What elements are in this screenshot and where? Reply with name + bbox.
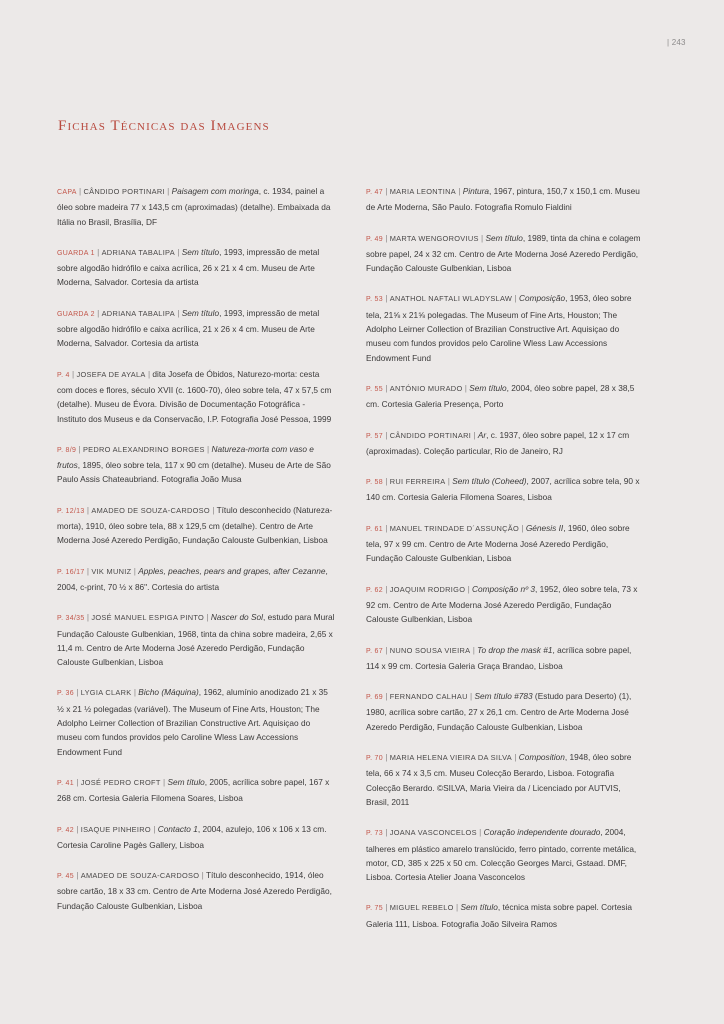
artist-name: MARTA WENGOROVIUS: [389, 233, 479, 243]
caption-ref: P. 61: [366, 525, 383, 533]
artwork-details: , 1948, óleo sobre tela, 66 x 74 x 3,5 cm. Museu Colecção Berardo, Lisboa. Fotografia Colecção Berardo. ©SILVA, Maria Vieira da / Licenciado por AUTVIS, Brasil, 2011: [366, 752, 632, 807]
artwork-title: Natureza-morta com vaso e frutos: [57, 443, 314, 471]
caption-ref: P. 70: [366, 755, 383, 763]
caption-ref: P. 58: [366, 479, 383, 487]
separator: |: [204, 443, 212, 454]
separator: |: [382, 691, 390, 702]
artist-name: AMADEO DE SOUZA-CARDOSO: [80, 871, 200, 881]
caption-entry: [57, 184, 335, 229]
page-number: | 243: [667, 38, 686, 47]
artwork-details: dita Josefa de Óbidos, Naturezo-morta: cesta com doces e flores, século XVII (c. 1600-70), óleo sobre tela, 47 x 57,5 cm (detalhe). Museu de Évora. Divisão de Documentação Fotográfica - Instituto dos Museus e da Conservacão, I.P. Fotografia José Pessoa, 1999: [57, 368, 332, 424]
artwork-title: Bicho (Máquina): [138, 687, 199, 698]
caption-entry: [366, 643, 644, 674]
artist-name: PEDRO ALEXANDRINO BORGES: [82, 444, 205, 454]
separator: |: [174, 246, 182, 257]
separator: |: [145, 368, 153, 379]
artwork-title: Sem título: [181, 307, 220, 318]
artwork-title: Composição nº 3: [472, 583, 536, 594]
artwork-details: (Estudo para Deserto) (1), 1980, acrílica sobre cartão, 27 x 26,1 cm. Centro de Arte Moderna José Azeredo Perdigão, Fundação Calouste Gulbenkian, Lisboa: [366, 691, 632, 732]
artwork-title: Sem título: [460, 902, 498, 913]
artwork-details: , 2004, talheres em plástico amarelo translúcido, ferro pintado, corrente metálica, motor, CD, 385 x 225 x 50 cm. Colecção Georges Marci, Gstaad. DMF, Lisboa. Cortesia Atelier Joana Vasconcelos: [366, 827, 637, 883]
artist-name: CÂNDIDO PORTINARI: [83, 187, 165, 196]
caption-entry: [366, 428, 644, 459]
separator: |: [453, 902, 461, 913]
separator: |: [467, 691, 475, 702]
caption-ref: P. 12/13: [57, 507, 85, 515]
right-column: [366, 184, 644, 947]
artwork-title: Apples, peaches, pears and grapes, after Cezanne: [138, 565, 326, 576]
artist-name: MARIA LEONTINA: [389, 187, 456, 196]
separator: |: [382, 293, 390, 304]
artwork-details: , 2004, óleo sobre papel, 28 x 38,5 cm. Cortesia Galeria Presença, Porto: [366, 382, 635, 410]
separator: |: [445, 476, 453, 487]
artist-name: CÂNDIDO PORTINARI: [389, 430, 472, 440]
separator: |: [174, 307, 182, 318]
artwork-details: , 1993, impressão de metal sobre algodão hidrófilo e caixa acrílica, 21 x 26 x 4 cm. Museu de Arte Moderna, Salvador. Cortesia da artista: [57, 307, 320, 349]
caption-entry: [366, 900, 644, 931]
artist-name: JOSÉ MANUEL ESPIGA PINTO: [91, 613, 205, 623]
artist-name: AMADEO DE SOUZA-CARDOSO: [91, 505, 210, 515]
separator: |: [382, 902, 390, 913]
caption-entry: [57, 610, 335, 669]
artist-name: ADRIANA TABALIPA: [101, 247, 175, 257]
caption-ref: P. 4: [57, 371, 70, 379]
artist-name: VIK MUNIZ: [91, 566, 132, 576]
artwork-details: , 2005, acrílica sobre papel, 167 x 268 cm. Cortesia Galeria Filomena Soares, Lisboa: [57, 776, 330, 804]
separator: |: [164, 186, 172, 196]
separator: |: [150, 823, 158, 834]
separator: |: [471, 429, 478, 440]
separator: |: [84, 612, 92, 623]
artist-name: ISAQUE PINHEIRO: [80, 824, 151, 834]
artwork-details: , 2004, c-print, 70 ½ x 86". Cortesia do artista: [57, 565, 328, 592]
artwork-details: Título desconhecido (Natureza-morta), 1910, óleo sobre tela, 88 x 129,5 cm (detalhe). Centro de Arte Moderna José Azeredo Perdigão, Fundação Calouste Gulbenkian, Lisboa: [57, 504, 333, 546]
artist-name: JOAQUIM RODRIGO: [389, 584, 466, 594]
separator: |: [519, 522, 526, 533]
separator: |: [382, 186, 390, 196]
separator: |: [69, 368, 77, 379]
caption-entry: [57, 442, 335, 487]
caption-entry: [57, 564, 335, 595]
caption-entry: [366, 521, 644, 566]
caption-entry: [366, 825, 644, 884]
caption-ref: P. 55: [366, 385, 383, 393]
artwork-title: Génesis II: [525, 522, 564, 533]
separator: |: [470, 644, 478, 655]
artwork-title: Composition: [518, 752, 565, 763]
caption-entry: [366, 582, 644, 627]
artist-name: ANATHOL NAFTALI WLADYSLAW: [389, 294, 513, 304]
separator: |: [462, 382, 470, 393]
separator: |: [382, 583, 390, 594]
separator: |: [199, 870, 206, 881]
caption-entry: [366, 381, 644, 412]
separator: |: [73, 823, 81, 834]
separator: |: [478, 232, 486, 243]
separator: |: [84, 565, 92, 576]
artwork-details: , c. 1934, painel a óleo sobre madeira 77 x 143,5 cm (aproximadas) (detalhe). Embaixada da Itália no Brasil, Brasília, DF: [57, 186, 331, 227]
caption-entry: [57, 503, 335, 548]
caption-ref: P. 42: [57, 826, 74, 834]
separator: |: [382, 476, 390, 487]
separator: |: [382, 382, 390, 393]
caption-ref: P. 16/17: [57, 568, 85, 576]
artwork-title: Nascer do Sol: [210, 612, 263, 623]
artwork-title: Coração independente dourado: [483, 827, 601, 838]
artwork-details: , 2004, azulejo, 106 x 106 x 13 cm. Cortesia Caroline Pagès Gallery, Lisboa: [57, 823, 327, 850]
caption-ref: GUARDA 2: [57, 310, 95, 318]
separator: |: [455, 186, 463, 196]
caption-entry: [366, 689, 644, 734]
artwork-title: Sem título #783: [474, 691, 533, 702]
caption-entry: [366, 474, 644, 505]
caption-ref: CAPA: [57, 189, 77, 196]
separator: |: [73, 776, 81, 787]
caption-ref: P. 49: [366, 235, 383, 243]
caption-ref: P. 75: [366, 905, 383, 913]
artwork-details: , 1952, óleo sobre tela, 73 x 92 cm. Centro de Arte Moderna José Azeredo Perdigão, Fundação Calouste Gulbenkian, Lisboa: [366, 583, 638, 625]
separator: |: [382, 644, 390, 655]
caption-entry: [366, 184, 644, 215]
artist-name: LYGIA CLARK: [80, 688, 132, 698]
caption-entry: [57, 306, 335, 351]
separator: |: [73, 687, 81, 698]
caption-entry: [366, 231, 644, 276]
separator: |: [382, 429, 390, 440]
artist-name: JOSÉ PEDRO CROFT: [80, 777, 161, 787]
separator: |: [382, 827, 390, 838]
artwork-title: Sem título (Coheed): [452, 476, 527, 487]
separator: |: [382, 232, 390, 243]
separator: |: [476, 827, 484, 838]
caption-ref: P. 67: [366, 647, 383, 655]
caption-entry: [57, 775, 335, 806]
artist-name: MIGUEL REBELO: [389, 903, 454, 913]
artwork-details: , 1895, óleo sobre tela, 117 x 90 cm (detalhe). Museu de Arte de São Paulo Assis Chateaubriand. Fotografia João Musa: [57, 460, 331, 485]
artwork-details: Título desconhecido, 1914, óleo sobre cartão, 18 x 33 cm. Centro de Arte Moderna José Azeredo Perdigão, Fundação Calouste Gulbenkian, Lisboa: [57, 870, 332, 911]
separator: |: [84, 504, 92, 515]
separator: |: [73, 870, 81, 881]
caption-entry: [366, 750, 644, 809]
caption-ref: P. 34/35: [57, 615, 85, 623]
separator: |: [76, 443, 83, 454]
artist-name: NUNO SOUSA VIEIRA: [389, 645, 471, 655]
artwork-details: , 1993, impressão de metal sobre algodão hidrófilo e caixa acrílica, 26 x 21 x 4 cm. Museu de Arte Moderna, Salvador. Cortesia da artista: [57, 246, 320, 288]
separator: |: [160, 776, 168, 787]
artwork-details: , 1960, óleo sobre tela, 97 x 99 cm. Centro de Arte Moderna José Azeredo Perdigão, Fundação Calouste Gulbenkian, Lisboa: [366, 522, 630, 564]
separator: |: [76, 186, 84, 196]
caption-ref: P. 47: [366, 189, 383, 196]
artwork-details: , 1962, alumínio anodizado 21 x 35 ½ x 21 ½ polegadas (variável). The Museum of Fine Arts, Houston; The Adolpho Leirner Collection of Brazilian Constructive Art. Aquisiçao do museu com fundos providos pelo Caroline Wless Law Accessions Endowment Fund: [57, 687, 328, 757]
caption-entry: [57, 868, 335, 913]
artwork-details: , 1989, tinta da china e colagem sobre papel, 24 x 32 cm. Centro de Arte Moderna José Azeredo Perdigão, Fundação Calouste Gulbenkian, Lisboa: [366, 232, 641, 274]
artwork-title: To drop the mask #1: [477, 644, 553, 655]
caption-ref: P. 8/9: [57, 446, 77, 454]
separator: |: [512, 293, 519, 304]
caption-ref: P. 36: [57, 690, 74, 698]
separator: |: [94, 246, 102, 257]
caption-ref: P. 73: [366, 830, 383, 838]
artist-name: JOSEFA DE AYALA: [76, 369, 146, 379]
caption-entry: [57, 245, 335, 290]
artwork-title: Composição: [518, 293, 566, 304]
caption-ref: P. 53: [366, 296, 383, 304]
separator: |: [131, 565, 139, 576]
separator: |: [94, 307, 102, 318]
artwork-details: , 1967, pintura, 150,7 x 150,1 cm. Museu de Arte Moderna, São Paulo. Fotografia Romulo Fialdini: [366, 186, 640, 213]
caption-ref: P. 62: [366, 586, 383, 594]
separator: |: [382, 752, 390, 763]
artwork-title: Contacto 1: [157, 823, 198, 834]
caption-entry: [366, 291, 644, 364]
artist-name: RUI FERREIRA: [389, 477, 446, 487]
artwork-details: , acrílica sobre papel, 114 x 99 cm. Cortesia Galeria Graça Brandao, Lisboa: [366, 644, 632, 671]
artwork-title: Pintura: [462, 186, 489, 196]
artwork-details: , técnica mista sobre papel. Cortesia Galeria 111, Lisboa. Fotografia João Silveira Ramos: [366, 902, 633, 929]
artist-name: FERNANDO CALHAU: [389, 692, 468, 702]
artist-name: MANUEL TRINDADE D´ASSUNÇÃO: [389, 523, 520, 533]
caption-ref: P. 41: [57, 779, 74, 787]
artist-name: ADRIANA TABALIPA: [101, 308, 175, 318]
separator: |: [204, 612, 211, 623]
artwork-title: Sem título: [469, 382, 507, 393]
artwork-title: Sem título: [485, 232, 523, 243]
separator: |: [209, 504, 217, 515]
separator: |: [131, 687, 139, 698]
separator: |: [465, 583, 473, 594]
artwork-title: Ar: [477, 429, 487, 440]
artwork-details: , c. 1937, óleo sobre papel, 12 x 17 cm (aproximadas). Coleção particular, Rio de Janeiro, RJ: [366, 429, 630, 456]
caption-entry: [57, 822, 335, 853]
artwork-details: , estudo para Mural Fundação Calouste Gulbenkian, 1968, tinta da china sobre madeira, 2,65 x 11,4 m. Centro de Arte Moderna José Azeredo Perdigão, Fundação Calouste Gulbenkian, Lisboa: [57, 612, 335, 668]
separator: |: [382, 522, 390, 533]
artist-name: ANTÓNIO MURADO: [389, 383, 463, 393]
artist-name: JOANA VASCONCELOS: [389, 828, 477, 838]
artwork-details: , 2007, acrílica sobre tela, 90 x 140 cm. Cortesia Galeria Filomena Soares, Lisboa: [366, 476, 640, 503]
caption-ref: P. 69: [366, 694, 383, 702]
artist-name: MARIA HELENA VIEIRA DA SILVA: [389, 753, 513, 763]
caption-ref: GUARDA 1: [57, 249, 95, 257]
artwork-title: Sem título: [167, 776, 205, 787]
artwork-title: Paisagem com moringa: [171, 186, 259, 196]
caption-entry: [57, 685, 335, 758]
caption-entry: [57, 367, 335, 426]
left-column: [57, 184, 335, 929]
caption-ref: P. 57: [366, 432, 383, 440]
caption-ref: P. 45: [57, 873, 74, 881]
page-title: Fichas Técnicas das Imagens: [58, 118, 270, 134]
separator: |: [512, 752, 519, 763]
artwork-title: Sem título: [181, 246, 220, 257]
artwork-details: , 1953, óleo sobre tela, 21⅝ x 21⅝ polegadas. The Museum of Fine Arts, Houston; The Adolpho Leirner Collection of Brazilian Constructive Art. Aquisiçao do museu com fundos providos pelo Caroline Wless Law Accessions Endowment Fund: [366, 293, 632, 363]
